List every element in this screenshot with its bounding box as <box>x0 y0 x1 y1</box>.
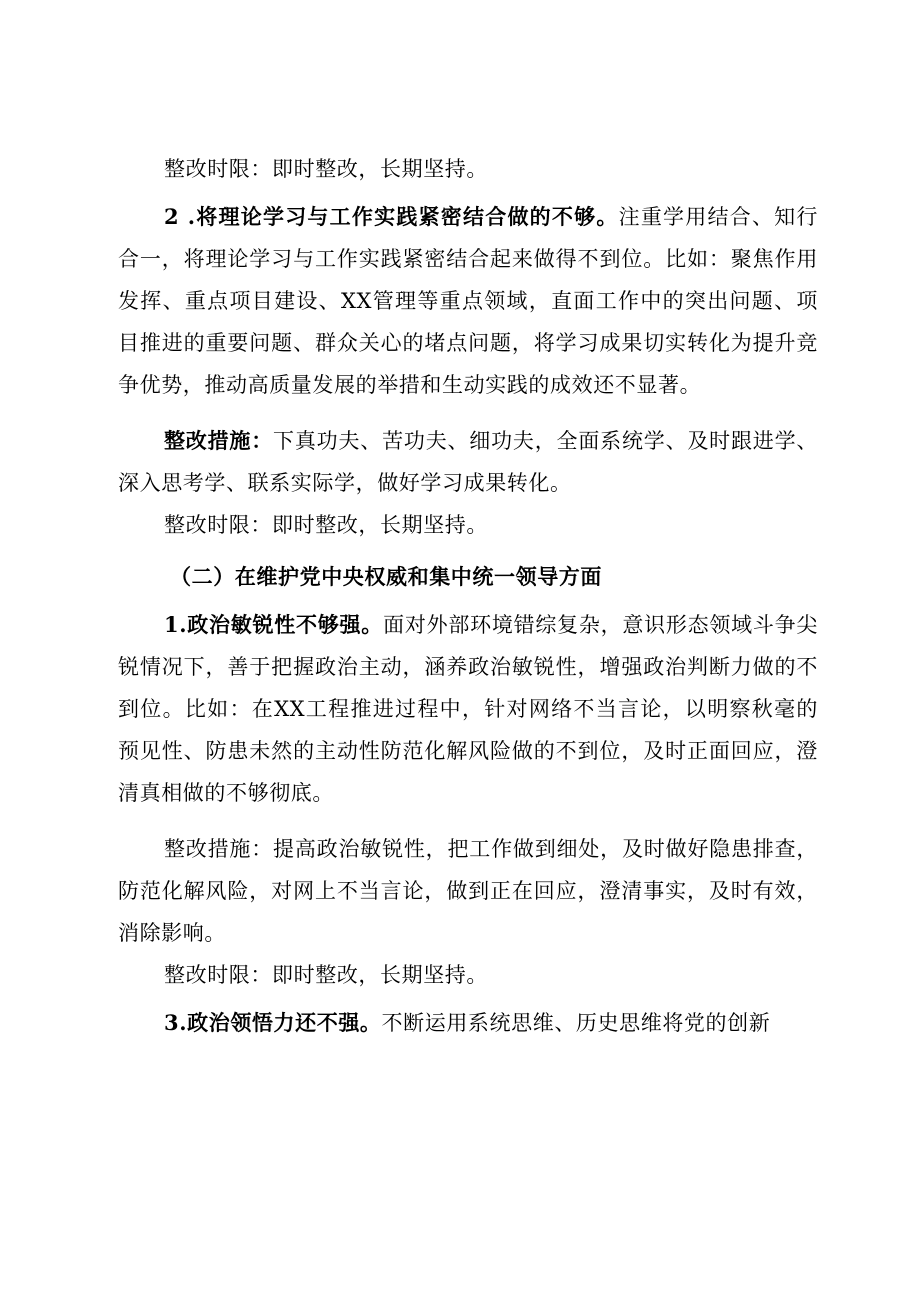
problem-item-1-heading: 1.政治敏锐性不够强。 <box>164 612 384 637</box>
section-heading <box>118 556 818 598</box>
rectification-measures-paragraph <box>118 420 818 504</box>
document-body <box>118 148 818 1044</box>
problem-item-2-paragraph <box>118 196 818 406</box>
paragraph-text: 注重学用结合、知行合一，将理论学习与工作实践紧密结合起来做得不到位。比如：聚焦作用发挥、重点项目建设、XX管理等重点领域，直面工作中的突出问题、项目推进的重要问题、群众关心的堵点问题，将学习成果切实转化为提升竞争优势，推动高质量发展的举措和生动实践的成效还不显著。 <box>118 205 819 397</box>
paragraph-text: 不断运用系统思维、历史思维将党的创新 <box>381 1011 771 1035</box>
paragraph-text: 整改时限：即时整改，长期坚持。 <box>164 513 488 537</box>
section-heading-text: （二）在维护党中央权威和集中统一领导方面 <box>170 564 602 589</box>
rectification-measures-paragraph <box>118 828 818 954</box>
paragraph-text: 下真功夫、苦功夫、细功夫，全面系统学、及时跟进学、深入思考学、联系实际学，做好学习成果转化。 <box>118 429 819 495</box>
paragraph-text: 整改措施：提高政治敏锐性，把工作做到细处，及时做好隐患排查，防范化解风险，对网上不当言论，做到正在回应，澄清事实，及时有效，消除影响。 <box>118 837 818 945</box>
rectification-deadline-paragraph <box>118 504 818 546</box>
problem-item-2-heading: 2 .将理论学习与工作实践紧密结合做的不够。 <box>164 204 619 229</box>
paragraph-text: 整改时限：即时整改，长期坚持。 <box>164 963 488 987</box>
problem-item-3-heading: 3.政治领悟力还不强。 <box>164 1010 382 1035</box>
paragraph-text: 面对外部环境错综复杂，意识形态领域斗争尖锐情况下，善于把握政治主动，涵养政治敏锐性，增强政治判断力做的不到位。比如：在XX工程推进过程中，针对网络不当言论，以明察秋毫的预见性、防患未然的主动性防范化解风险做的不到位，及时正面回应，澄清真相做的不够彻底。 <box>118 613 819 805</box>
problem-item-1-paragraph <box>118 604 818 814</box>
rectification-deadline-paragraph <box>118 954 818 996</box>
rectification-measures-label: 整改措施： <box>164 428 274 453</box>
paragraph-text: 整改时限：即时整改，长期坚持。 <box>164 157 488 181</box>
rectification-deadline-paragraph <box>118 148 818 190</box>
problem-item-3-paragraph <box>118 1002 818 1044</box>
